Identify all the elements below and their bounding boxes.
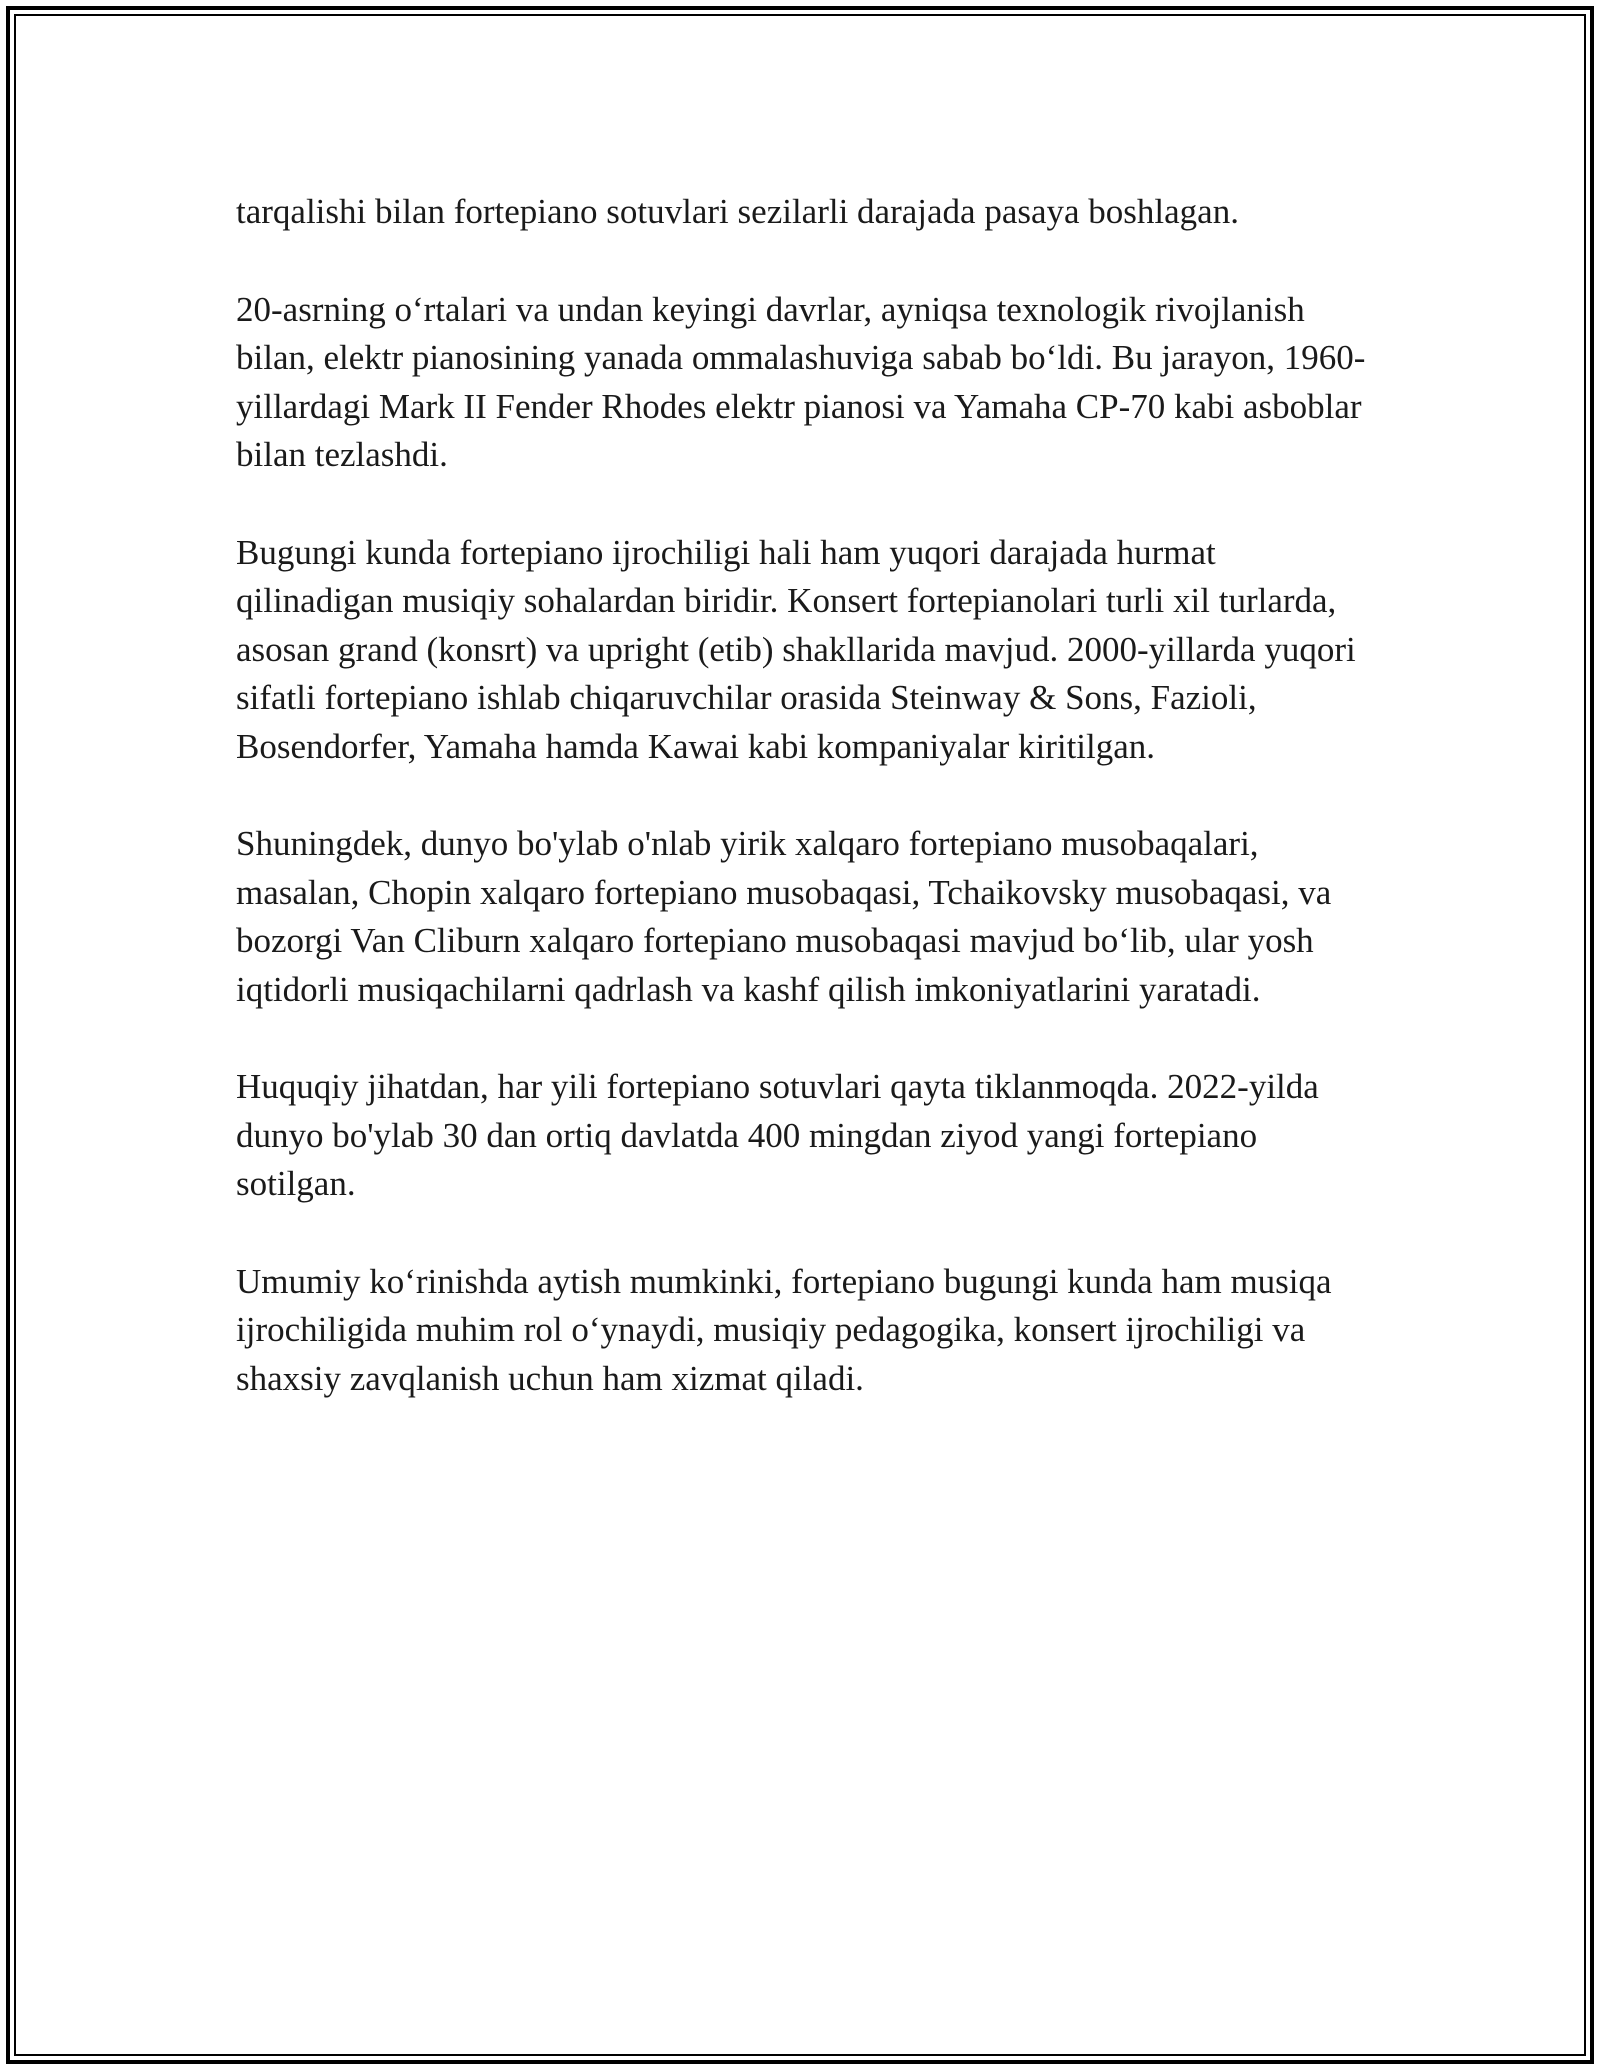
document-body bbox=[236, 188, 1366, 1452]
paragraph: Huquqiy jihatdan, har yili fortepiano sotuvlari qayta tiklanmoqda. 2022-yilda dunyo bo'ylab 30 dan ortiq davlatda 400 mingdan ziyod yangi fortepiano sotilgan. bbox=[236, 1067, 1319, 1203]
paragraph: Umumiy ko‘rinishda aytish mumkinki, fortepiano bugungi kunda ham musiqa ijrochiligida muhim rol o‘ynaydi, musiqiy pedagogika, konsert ijrochiligi va shaxsiy zavqlanish uchun ham xizmat qiladi. bbox=[236, 1261, 1332, 1398]
paragraph: tarqalishi bilan fortepiano sotuvlari sezilarli darajada pasaya boshlagan. bbox=[236, 192, 1239, 231]
paragraph: Shuningdek, dunyo bo'ylab o'nlab yirik xalqaro fortepiano musobaqalari, masalan, Chopin xalqaro fortepiano musobaqasi, Tchaikovsky musobaqasi, va bozorgi Van Cliburn xalqaro fortepiano musobaqasi mavjud bo‘lib, ular yosh iqtidorli musiqachilarni qadrlash va kashf qilish imkoniyatlarini yaratadi. bbox=[236, 824, 1332, 1009]
paragraph: Bugungi kunda fortepiano ijrochiligi hali ham yuqori darajada hurmat qilinadigan musiqiy sohalardan biridir. Konsert fortepianolari turli xil turlarda, asosan grand (konsrt) va upright (etib) shakllarida mavjud. 2000-yillarda yuqori sifatli fortepiano ishlab chiqaruvchilar orasida Steinway & Sons, Fazioli, Bosendorfer, Yamaha hamda Kawai kabi kompaniyalar kiritilgan. bbox=[236, 532, 1356, 766]
paragraph: 20-asrning o‘rtalari va undan keyingi davrlar, ayniqsa texnologik rivojlanish bilan, elektr pianosining yanada ommalashuviga sabab bo‘ldi. Bu jarayon, 1960-yillardagi Mark II Fender Rhodes elektr pianosi va Yamaha CP-70 kabi asboblar bilan tezlashdi. bbox=[236, 289, 1366, 474]
